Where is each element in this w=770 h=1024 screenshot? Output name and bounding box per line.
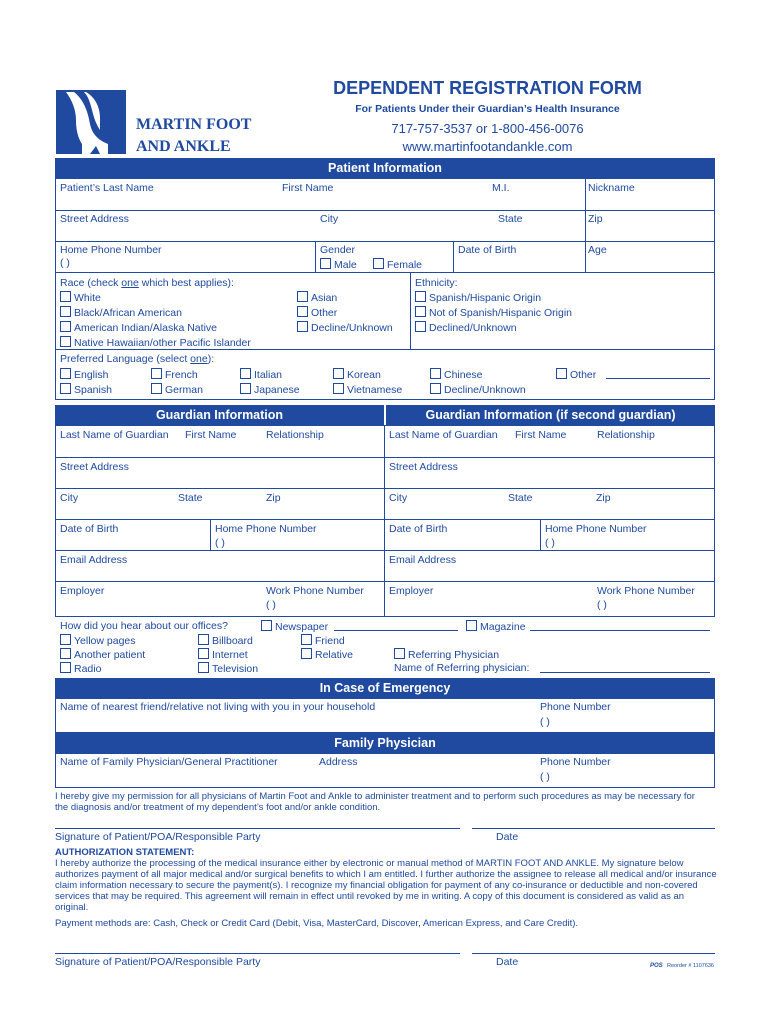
emergency-phone-field[interactable]: Phone Number — [540, 701, 611, 713]
guardian2-zip-field[interactable]: Zip — [596, 492, 611, 504]
authorization-text: I hereby authorize the processing of the medical insurance either by electronic or manual method of MARTIN FOOT AND ANKLE. My signature below authorizes payment of all major medical and/or surgical benefits to which I am entitled. I further authorize the assignee to release all medical and/or insurance claim information necessary to secure the payment(s). I recognize my financial obligation for payment of any co-insurance or deductible and non-covered services that may be required. This agreement will remain in effect until revoked by me in writing. A copy of this document is considered as valid as an original. — [55, 858, 717, 913]
gender-female-checkbox[interactable]: Female — [373, 258, 422, 271]
guardian2-email-field[interactable]: Email Address — [389, 554, 457, 566]
checkbox-icon — [60, 306, 71, 317]
guardian2-section-header: Guardian Information (if second guardian) — [386, 405, 715, 425]
checkbox-icon — [430, 383, 441, 394]
form-subtitle: For Patients Under their Guardian’s Health Insurance — [355, 103, 620, 115]
referral-billboard-checkbox[interactable]: Billboard — [198, 634, 253, 647]
race-american-indian-checkbox[interactable]: American Indian/Alaska Native — [60, 321, 217, 334]
referral-yellow-pages-checkbox[interactable]: Yellow pages — [60, 634, 136, 647]
checkbox-icon — [301, 648, 312, 659]
checkbox-icon — [320, 258, 331, 269]
ethnicity-declined-checkbox[interactable]: Declined/Unknown — [415, 321, 517, 334]
checkbox-icon — [261, 620, 272, 631]
referral-newspaper-line[interactable] — [334, 630, 458, 631]
referral-question: How did you hear about our offices? — [60, 620, 228, 632]
language-decline-checkbox[interactable]: Decline/Unknown — [430, 383, 526, 396]
checkbox-icon — [60, 662, 71, 673]
physician-address-field[interactable]: Address — [319, 756, 358, 768]
authorization-signature-line[interactable] — [55, 953, 460, 954]
language-chinese-checkbox[interactable]: Chinese — [430, 368, 483, 381]
checkbox-icon — [198, 662, 209, 673]
language-korean-checkbox[interactable]: Korean — [333, 368, 381, 381]
physician-name-field[interactable]: Name of Family Physician/General Practitioner — [60, 756, 278, 768]
guardian1-zip-field[interactable]: Zip — [266, 492, 281, 504]
checkbox-icon — [415, 306, 426, 317]
patient-age-field[interactable]: Age — [588, 244, 607, 256]
checkbox-icon — [60, 648, 71, 659]
guardian1-city-field[interactable]: City — [60, 492, 79, 504]
guardian2-home-phone-parens: ( ) — [545, 537, 555, 549]
checkbox-icon — [333, 383, 344, 394]
guardian2-employer-field[interactable]: Employer — [389, 585, 434, 597]
consent-signature-label: Signature of Patient/POA/Responsible Party — [55, 831, 261, 843]
authorization-date-line[interactable] — [472, 953, 715, 954]
gender-male-checkbox[interactable]: Male — [320, 258, 357, 271]
language-japanese-checkbox[interactable]: Japanese — [240, 383, 300, 396]
patient-gender-label: Gender — [320, 244, 356, 256]
guardian1-last-name-field[interactable]: Last Name of Guardian — [60, 429, 169, 441]
physician-phone-field[interactable]: Phone Number — [540, 756, 611, 768]
language-other-checkbox[interactable]: Other — [556, 368, 596, 381]
guardian1-street-field[interactable]: Street Address — [60, 461, 129, 473]
emergency-phone-parens: ( ) — [540, 716, 550, 728]
checkbox-icon — [297, 306, 308, 317]
referral-friend-checkbox[interactable]: Friend — [301, 634, 345, 647]
guardian2-relationship-field[interactable]: Relationship — [597, 429, 655, 441]
race-asian-checkbox[interactable]: Asian — [297, 291, 337, 304]
guardian2-city-field[interactable]: City — [389, 492, 408, 504]
payment-methods-text: Payment methods are: Cash, Check or Credit Card (Debit, Visa, MasterCard, Discover, American Express, and Care Credit). — [55, 918, 579, 929]
guardian1-first-name-field[interactable]: First Name — [185, 429, 237, 441]
referral-another-patient-checkbox[interactable]: Another patient — [60, 648, 145, 661]
footer-reorder-number: Reorder # 1107636 — [667, 963, 714, 969]
guardian-section-header: Guardian Information — [55, 405, 384, 425]
language-vietnamese-checkbox[interactable]: Vietnamese — [333, 383, 402, 396]
language-french-checkbox[interactable]: French — [151, 368, 198, 381]
checkbox-icon — [151, 383, 162, 394]
race-white-checkbox[interactable]: White — [60, 291, 101, 304]
guardian2-work-phone-field[interactable]: Work Phone Number — [597, 585, 695, 597]
referral-radio-checkbox[interactable]: Radio — [60, 662, 101, 675]
language-spanish-checkbox[interactable]: Spanish — [60, 383, 112, 396]
patient-nickname-field[interactable]: Nickname — [588, 182, 635, 194]
physician-section-header: Family Physician — [55, 733, 715, 753]
ethnicity-label: Ethnicity: — [415, 277, 458, 289]
checkbox-icon — [198, 634, 209, 645]
checkbox-icon — [60, 634, 71, 645]
ethnicity-not-hispanic-checkbox[interactable]: Not of Spanish/Hispanic Origin — [415, 306, 572, 319]
patient-last-name-field[interactable]: Patient’s Last Name — [60, 182, 154, 194]
footer-pos-logo: POS — [650, 963, 663, 969]
referral-referring-physician-checkbox[interactable]: Referring Physician — [394, 648, 499, 661]
referring-physician-name-line[interactable] — [540, 672, 710, 673]
guardian2-work-phone-parens: ( ) — [597, 599, 607, 611]
logo-text-line2: AND ANKLE — [136, 138, 231, 155]
consent-date-line[interactable] — [472, 828, 715, 829]
guardian2-last-name-field[interactable]: Last Name of Guardian — [389, 429, 498, 441]
checkbox-icon — [297, 291, 308, 302]
checkbox-icon — [198, 648, 209, 659]
emergency-section-header: In Case of Emergency — [55, 678, 715, 698]
patient-mi-field[interactable]: M.I. — [492, 182, 510, 194]
referral-newspaper-checkbox[interactable]: Newspaper — [261, 620, 328, 633]
checkbox-icon — [60, 383, 71, 394]
checkbox-icon — [415, 291, 426, 302]
language-german-checkbox[interactable]: German — [151, 383, 203, 396]
guardian2-dob-field[interactable]: Date of Birth — [389, 523, 448, 535]
patient-street-field[interactable]: Street Address — [60, 213, 129, 225]
checkbox-icon — [415, 321, 426, 332]
guardian2-first-name-field[interactable]: First Name — [515, 429, 567, 441]
race-native-hawaiian-checkbox[interactable]: Native Hawaiian/other Pacific Islander — [60, 336, 251, 349]
race-label: Race (check one which best applies): — [60, 277, 234, 289]
consent-signature-line[interactable] — [55, 828, 460, 829]
checkbox-icon — [333, 368, 344, 379]
language-other-line[interactable] — [606, 378, 710, 379]
patient-section-header: Patient Information — [55, 158, 715, 178]
authorization-heading: AUTHORIZATION STATEMENT: — [55, 847, 195, 858]
guardian2-street-field[interactable]: Street Address — [389, 461, 458, 473]
office-phone: 717-757-3537 or 1-800-456-0076 — [391, 121, 584, 136]
checkbox-icon — [373, 258, 384, 269]
checkbox-icon — [60, 368, 71, 379]
checkbox-icon — [297, 321, 308, 332]
checkbox-icon — [240, 368, 251, 379]
race-black-checkbox[interactable]: Black/African American — [60, 306, 182, 319]
guardian1-home-phone-parens: ( ) — [215, 537, 225, 549]
authorization-date-label: Date — [496, 956, 519, 968]
guardian1-dob-field[interactable]: Date of Birth — [60, 523, 119, 535]
checkbox-icon — [430, 368, 441, 379]
guardian1-employer-field[interactable]: Employer — [60, 585, 105, 597]
consent-text: I hereby give my permission for all physicians of Martin Foot and Ankle to administer treatment and to perform such procedures as may be necessary for the diagnosis and/or treatment of my dependent’s foot and/or ankle condition. — [55, 791, 695, 813]
language-english-checkbox[interactable]: English — [60, 368, 108, 381]
checkbox-icon — [240, 383, 251, 394]
guardian1-work-phone-parens: ( ) — [266, 599, 276, 611]
race-other-checkbox[interactable]: Other — [297, 306, 337, 319]
checkbox-icon — [151, 368, 162, 379]
guardian1-state-field[interactable]: State — [178, 492, 203, 504]
referring-physician-name-label: Name of Referring physician: — [394, 662, 530, 674]
physician-phone-parens: ( ) — [540, 771, 550, 783]
checkbox-icon — [556, 368, 567, 379]
patient-section-frame — [55, 178, 715, 400]
patient-city-field[interactable]: City — [320, 213, 339, 225]
patient-home-phone-parens: ( ) — [60, 257, 70, 269]
checkbox-icon — [60, 336, 71, 347]
patient-first-name-field[interactable]: First Name — [282, 182, 334, 194]
referral-relative-checkbox[interactable]: Relative — [301, 648, 353, 661]
language-label: Preferred Language (select one): — [60, 353, 215, 365]
patient-zip-field[interactable]: Zip — [588, 213, 603, 225]
referral-magazine-line[interactable] — [530, 630, 710, 631]
patient-state-field[interactable]: State — [498, 213, 523, 225]
referral-television-checkbox[interactable]: Television — [198, 662, 258, 675]
patient-dob-field[interactable]: Date of Birth — [458, 244, 517, 256]
logo-text-line1: MARTIN FOOT — [136, 116, 252, 133]
form-title: DEPENDENT REGISTRATION FORM — [333, 78, 642, 98]
consent-date-label: Date — [496, 831, 519, 843]
ethnicity-hispanic-checkbox[interactable]: Spanish/Hispanic Origin — [415, 291, 541, 304]
referral-internet-checkbox[interactable]: Internet — [198, 648, 248, 661]
guardian1-relationship-field[interactable]: Relationship — [266, 429, 324, 441]
guardian2-home-phone-field[interactable]: Home Phone Number — [545, 523, 647, 535]
checkbox-icon — [60, 291, 71, 302]
referral-magazine-checkbox[interactable]: Magazine — [466, 620, 526, 633]
authorization-signature-label: Signature of Patient/POA/Responsible Party — [55, 956, 261, 968]
checkbox-icon — [60, 321, 71, 332]
office-website: www.martinfootandankle.com — [402, 139, 573, 154]
language-italian-checkbox[interactable]: Italian — [240, 368, 282, 381]
guardian1-work-phone-field[interactable]: Work Phone Number — [266, 585, 364, 597]
guardian2-state-field[interactable]: State — [508, 492, 533, 504]
patient-home-phone-field[interactable]: Home Phone Number — [60, 244, 162, 256]
checkbox-icon — [466, 620, 477, 631]
emergency-contact-name-field[interactable]: Name of nearest friend/relative not living with you in your household — [60, 701, 376, 713]
race-decline-checkbox[interactable]: Decline/Unknown — [297, 321, 393, 334]
guardian1-email-field[interactable]: Email Address — [60, 554, 128, 566]
checkbox-icon — [394, 648, 405, 659]
guardian1-home-phone-field[interactable]: Home Phone Number — [215, 523, 317, 535]
logo — [56, 90, 126, 154]
checkbox-icon — [301, 634, 312, 645]
